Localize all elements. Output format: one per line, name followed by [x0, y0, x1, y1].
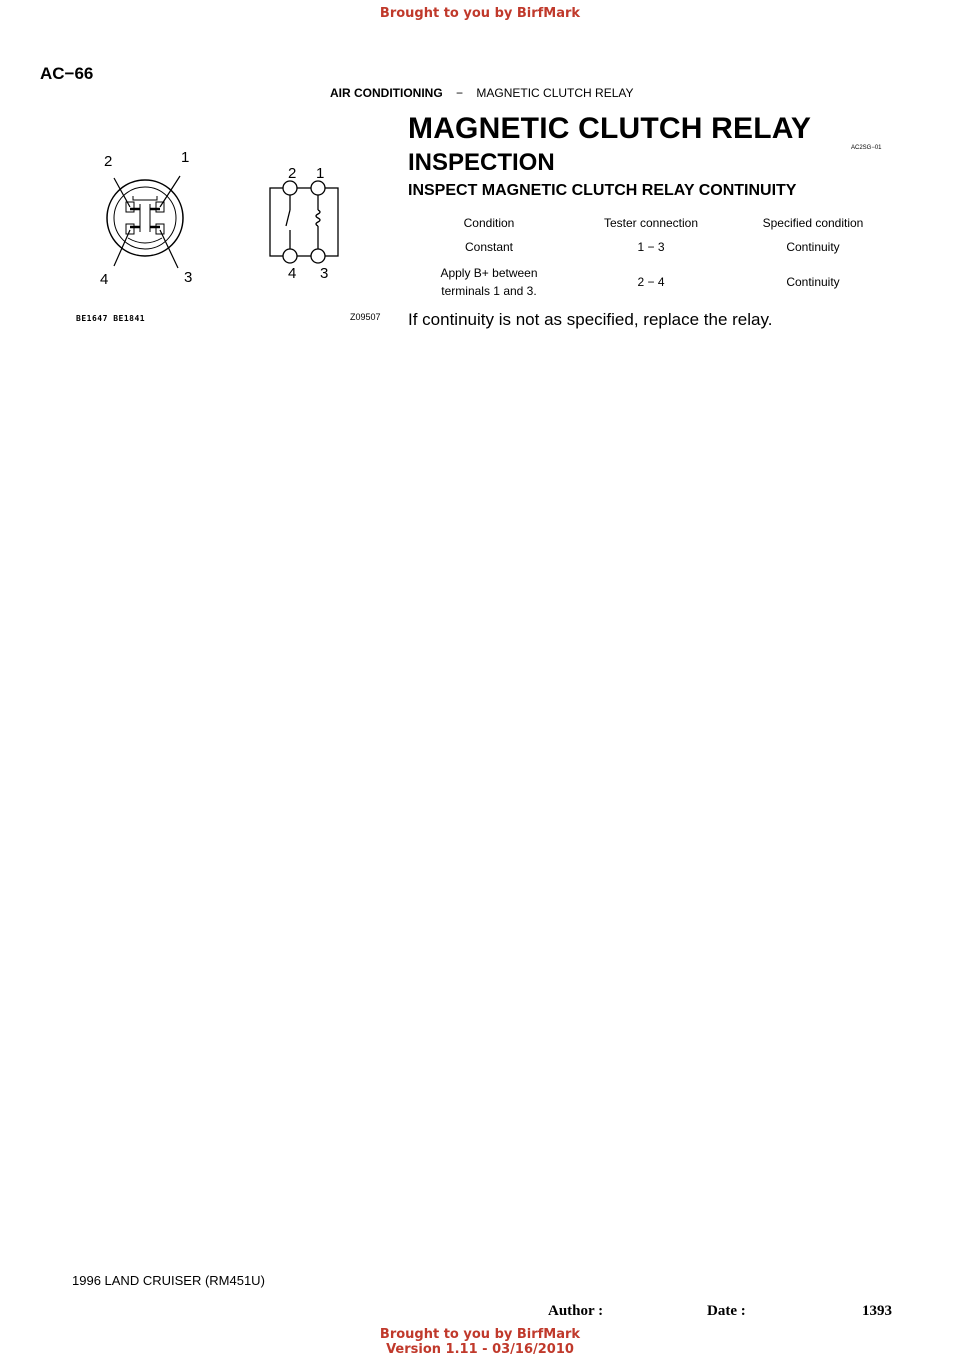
schematic-label-3: 3 — [320, 265, 329, 282]
cell-result: Continuity — [786, 240, 840, 254]
watermark-bottom — [0, 1327, 960, 1357]
cell-connection: 2 − 4 — [637, 275, 665, 289]
connector-label-3: 3 — [184, 269, 193, 286]
footer-date-label: Date : — [707, 1303, 746, 1319]
cell-condition-line2: terminals 1 and 3. — [441, 284, 537, 298]
figure-left-code: BE1647 BE1841 — [76, 314, 146, 323]
connector-label-4: 4 — [100, 271, 109, 288]
cell-condition-line1: Apply B+ between — [440, 266, 538, 280]
relay-connector-drawing — [107, 176, 183, 268]
schematic-label-2: 2 — [288, 165, 297, 182]
cell-condition — [408, 259, 570, 305]
continuity-table — [408, 211, 894, 305]
table-row — [408, 259, 894, 305]
watermark-bottom-line1: Brought to you by BirfMark — [379, 1327, 581, 1342]
header-subsection: MAGNETIC CLUTCH RELAY — [476, 86, 634, 100]
schematic-label-1: 1 — [316, 165, 325, 182]
relay-schematic — [270, 181, 338, 263]
footer-model: 1996 LAND CRUISER (RM451U) — [72, 1273, 265, 1288]
cell-condition: Constant — [464, 240, 514, 254]
cell-connection: 1 − 3 — [637, 240, 665, 254]
page-code: AC−66 — [40, 64, 94, 83]
relay-figure — [70, 138, 400, 330]
inspection-note: If continuity is not as specified, replace the relay. — [408, 310, 773, 329]
cell-result: Continuity — [786, 275, 840, 289]
footer-author-label: Author : — [548, 1303, 604, 1319]
page-number: 1393 — [862, 1303, 892, 1319]
page-title: MAGNETIC CLUTCH RELAY — [408, 112, 812, 145]
header-separator: − — [456, 86, 464, 100]
connector-label-2: 2 — [104, 153, 113, 170]
column-header-connection: Tester connection — [603, 216, 699, 230]
column-header-result: Specified condition — [762, 216, 864, 230]
figure-code: Z09507 — [350, 312, 381, 322]
watermark-top: Brought to you by BirfMark — [379, 6, 581, 21]
column-header-condition: Condition — [463, 216, 515, 230]
running-header — [330, 86, 634, 100]
section-title: INSPECTION — [408, 149, 555, 176]
connector-label-1: 1 — [181, 149, 190, 166]
watermark-bottom-line2: Version 1.11 - 03/16/2010 — [386, 1342, 574, 1357]
schematic-label-4: 4 — [288, 265, 297, 282]
doc-code: AC2SG−01 — [851, 145, 882, 151]
table-row — [408, 235, 894, 259]
table-header-row — [408, 211, 894, 235]
step-title: INSPECT MAGNETIC CLUTCH RELAY CONTINUITY — [408, 182, 797, 199]
header-section: AIR CONDITIONING — [330, 86, 443, 100]
